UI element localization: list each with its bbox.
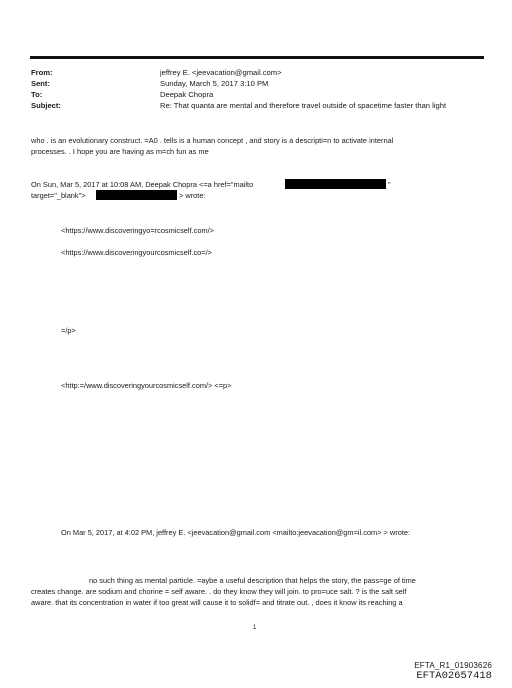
reply-line-2: processes. . I hope you are having as m=ch fun as me [31,147,209,156]
page-number: 1 [253,625,257,631]
link-1: <https://www.discoveringyo=rcosmicself.com/> [61,226,215,235]
paragraph-line-2: creates change. are sodium and chorine = self aware. . do they know they will join. to pro=uce salt. ? is the salt self [31,587,407,596]
paragraph-line-1: no such thing as mental particle. =aybe a useful description that helps the story, the pass=ge of time [89,576,416,585]
quote-header-line-1 [31,180,253,190]
header-rule [30,56,484,59]
link-2: <https://www.discoveringyourcosmicself.co=/> [61,248,212,257]
to-value: Deepak Chopra [160,90,214,99]
sent-label: Sent: [31,79,50,88]
second-quote-header: On Mar 5, 2017, at 4:02 PM, jeffrey E. <jeevacation@gmail.com <mailto:jeevacation@gm=il.com> > wrote: [61,528,411,537]
from-value: jeffrey E. <jeevacation@gmail.com> [160,68,282,77]
reply-line-1: who . is an evolutionary construct. =A0 . tells is a human concept , and story is a descripti=n to activate internal [31,136,394,145]
redaction-bar [96,190,177,200]
quote-header-line-2: target="_blank"> [31,191,86,200]
link-3: <http:=/www.discoveringyourcosmicself.com/> <=p> [61,381,232,390]
paragraph-line-3: aware. that its concentration in water if too great will cause it to solidf= and titrate out. , does it know its reaching a [31,598,403,607]
from-label: From: [31,68,53,77]
bates-number-2: EFTA02657418 [416,670,492,682]
quote-header-text: On Sun, Mar 5, 2017 at 10:08 AM, Deepak Chopra <=a href="mailto [31,180,254,189]
p-close-tag: =/p> [61,326,76,335]
subject-value: Re: That quanta are mental and therefore travel outside of spacetime faster than light [160,101,447,110]
sent-value: Sunday, March 5, 2017 3:10 PM [160,79,269,88]
subject-label: Subject: [31,101,61,110]
to-label: To: [31,90,43,99]
bates-number-1: EFTA_R1_01903626 [414,661,492,670]
redaction-bar [285,179,386,189]
quote-header-quote: " [388,180,391,189]
quote-header-wrote: > wrote: [179,191,206,200]
